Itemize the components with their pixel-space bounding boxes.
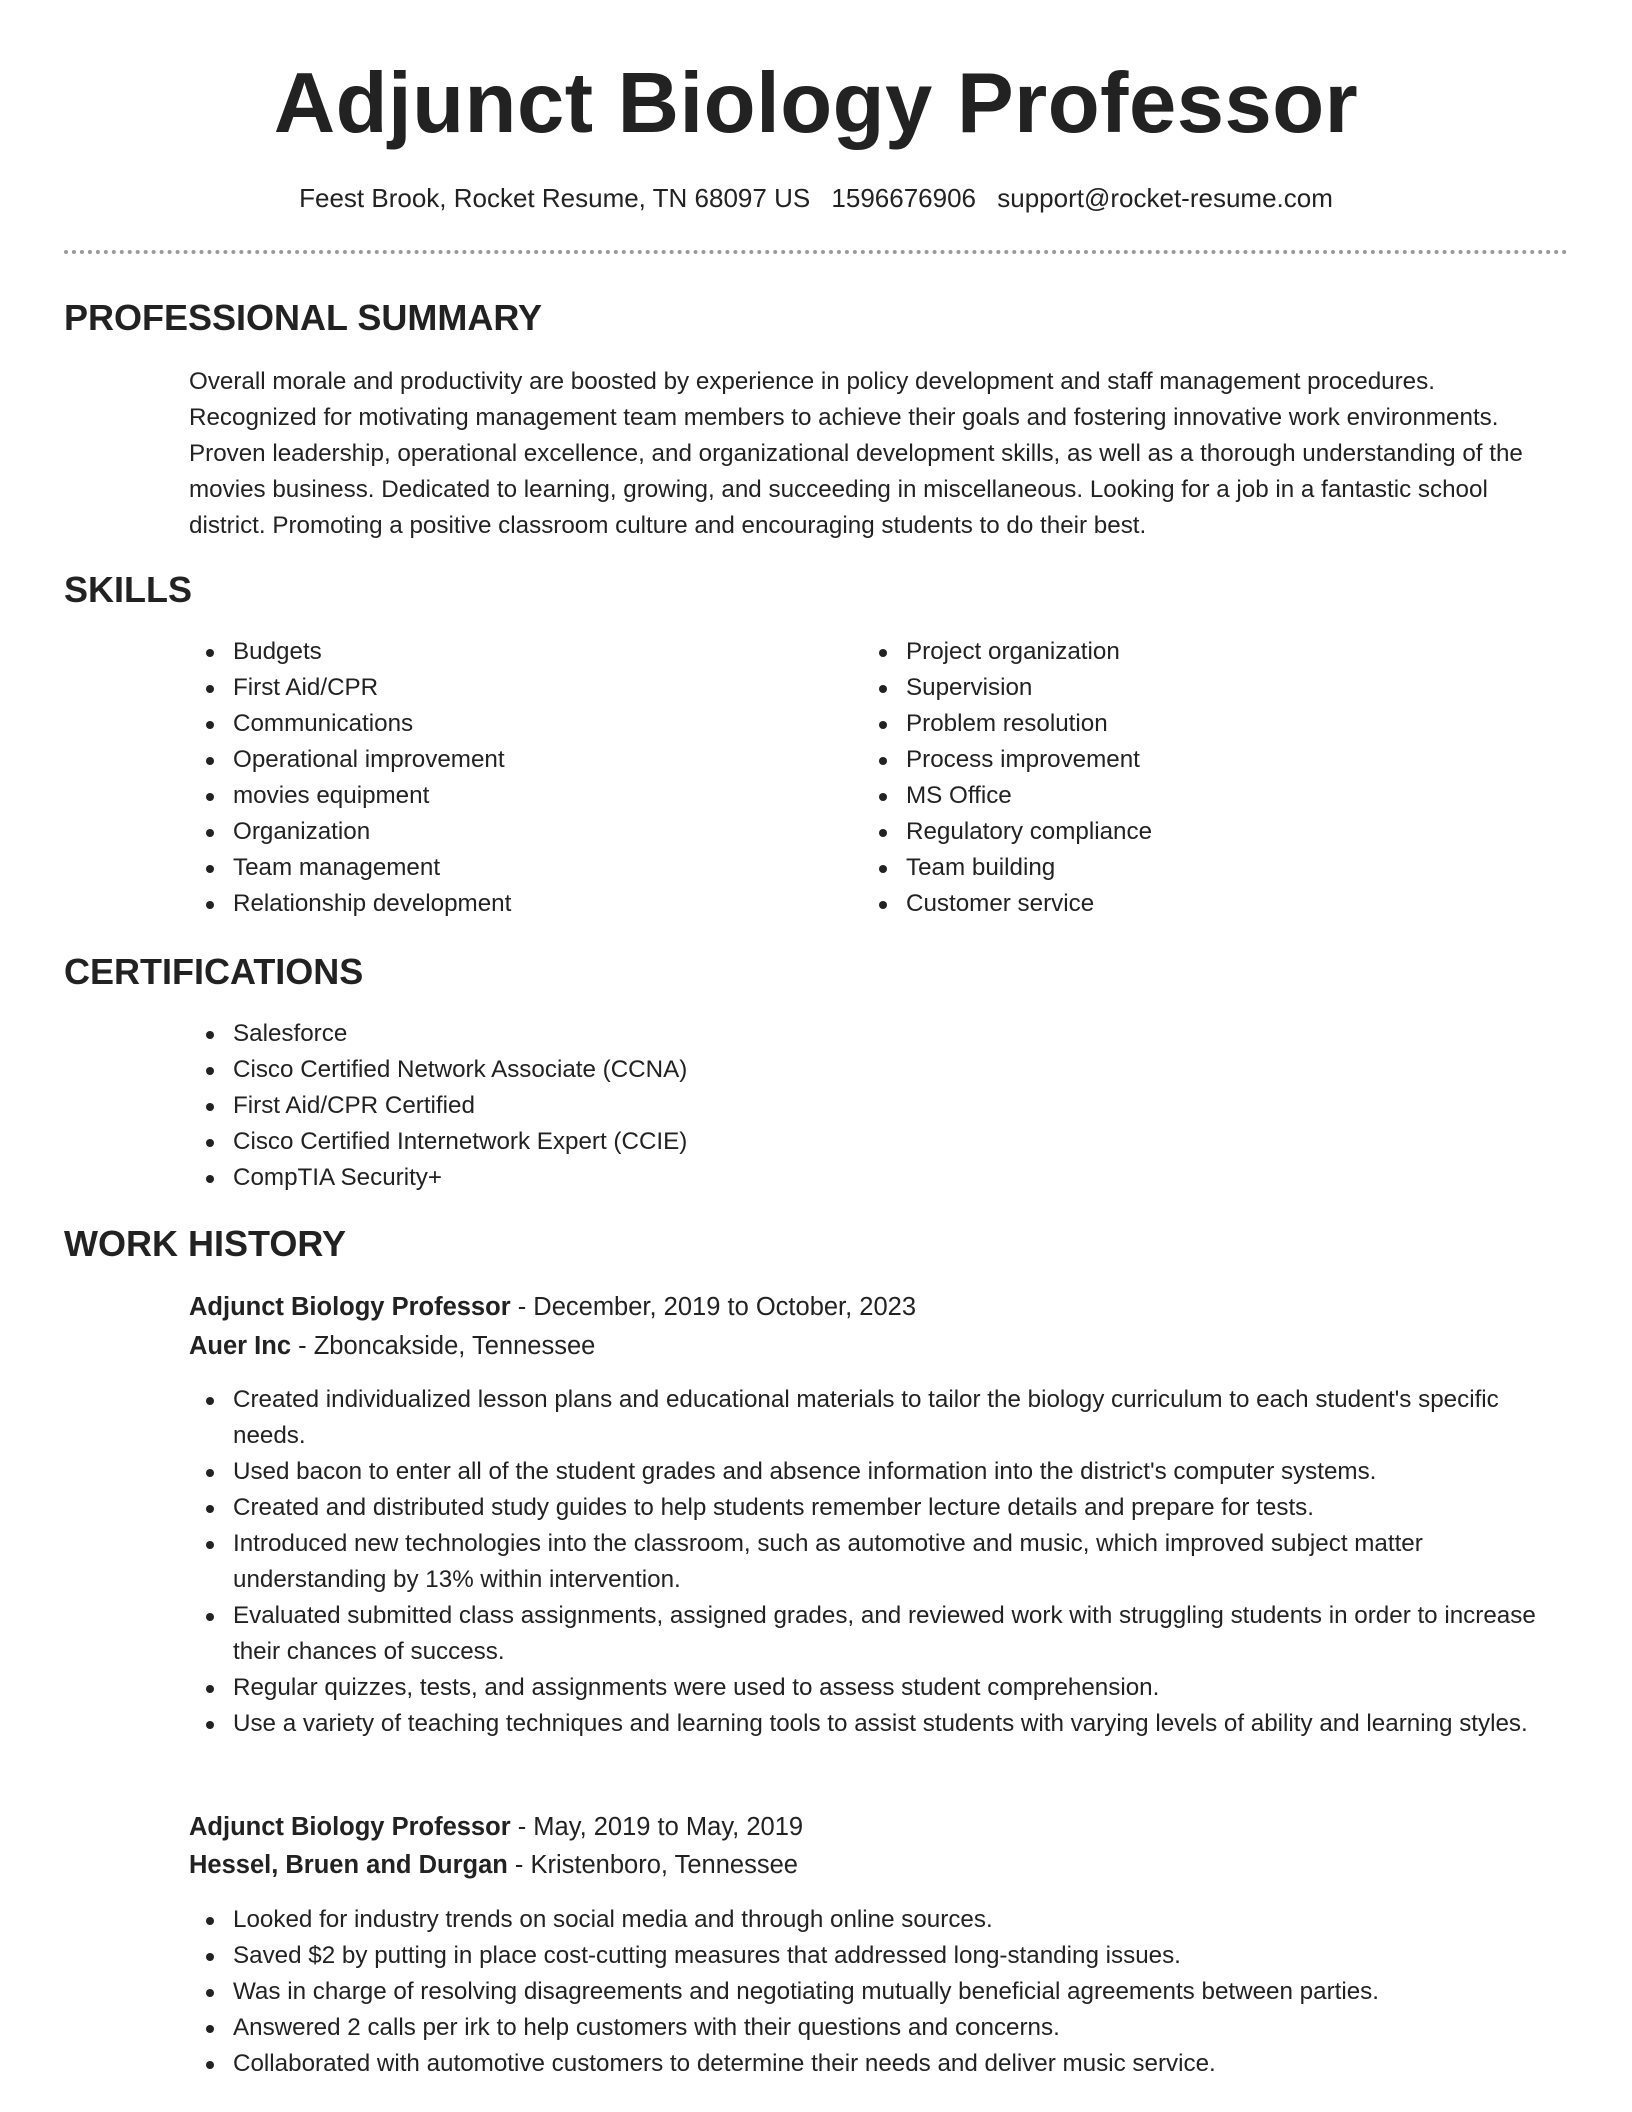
job-duties-list <box>189 1902 1569 2082</box>
summary-heading: PROFESSIONAL SUMMARY <box>64 297 543 338</box>
skill-item: Customer service <box>862 886 1502 922</box>
job-company: Hessel, Bruen and Durgan <box>189 1851 508 1879</box>
contact-line <box>64 180 1568 216</box>
job-duty: Looked for industry trends on social media and through online sources. <box>189 1902 1569 1938</box>
skills-heading: SKILLS <box>64 569 193 610</box>
skill-item: Supervision <box>862 670 1502 706</box>
certification-item: Salesforce <box>189 1016 1189 1052</box>
job-role: Adjunct Biology Professor <box>189 1813 511 1841</box>
skill-item: MS Office <box>862 778 1502 814</box>
job-location: - Zboncakside, Tennessee <box>291 1332 596 1360</box>
job-dates: - December, 2019 to October, 2023 <box>510 1293 917 1321</box>
skill-item: Project organization <box>862 634 1502 670</box>
job-duties-list <box>189 1382 1569 1742</box>
job-title-line <box>189 1288 916 1326</box>
work-history-heading: WORK HISTORY <box>64 1223 347 1264</box>
job-duty: Introduced new technologies into the classroom, such as automotive and music, which improved subject matter understanding by 13% within intervention. <box>189 1526 1569 1598</box>
certification-item: Cisco Certified Internetwork Expert (CCIE) <box>189 1124 1189 1160</box>
skill-item: Communications <box>189 706 829 742</box>
contact-address: Feest Brook, Rocket Resume, TN 68097 US <box>299 183 811 213</box>
skills-list-right <box>862 634 1502 922</box>
job-duty: Was in charge of resolving disagreements and negotiating mutually beneficial agreements between parties. <box>189 1974 1569 2010</box>
job-duty: Collaborated with automotive customers to determine their needs and deliver music service. <box>189 2046 1569 2082</box>
job-dates: - May, 2019 to May, 2019 <box>510 1813 804 1841</box>
job-duty: Answered 2 calls per irk to help customers with their questions and concerns. <box>189 2010 1569 2046</box>
certifications-list <box>189 1016 1189 1196</box>
job-location: - Kristenboro, Tennessee <box>507 1851 798 1879</box>
header-divider <box>64 250 1568 254</box>
contact-phone: 1596676906 <box>831 183 977 213</box>
skill-item: Problem resolution <box>862 706 1502 742</box>
certification-item: First Aid/CPR Certified <box>189 1088 1189 1124</box>
job-duty: Use a variety of teaching techniques and learning tools to assist students with varying levels of ability and learning styles. <box>189 1706 1569 1742</box>
candidate-name: Adjunct Biology Professor <box>273 56 1359 151</box>
skill-item: Team building <box>862 850 1502 886</box>
job-duty: Used bacon to enter all of the student grades and absence information into the district's computer systems. <box>189 1454 1569 1490</box>
job-duty: Regular quizzes, tests, and assignments were used to assess student comprehension. <box>189 1670 1569 1706</box>
job-title-line <box>189 1808 803 1846</box>
skill-item: movies equipment <box>189 778 829 814</box>
skill-item: Organization <box>189 814 829 850</box>
skill-item: Regulatory compliance <box>862 814 1502 850</box>
job-duty: Created individualized lesson plans and educational materials to tailor the biology curriculum to each student's specific needs. <box>189 1382 1569 1454</box>
skill-item: Budgets <box>189 634 829 670</box>
skill-item: Process improvement <box>862 742 1502 778</box>
job-company-line <box>189 1327 595 1365</box>
skill-item: First Aid/CPR <box>189 670 829 706</box>
certification-item: CompTIA Security+ <box>189 1160 1189 1196</box>
job-duty: Saved $2 by putting in place cost-cutting measures that addressed long-standing issues. <box>189 1938 1569 1974</box>
certifications-heading: CERTIFICATIONS <box>64 951 364 992</box>
skill-item: Relationship development <box>189 886 829 922</box>
skills-list-left <box>189 634 829 922</box>
job-company: Auer Inc <box>189 1332 292 1360</box>
skill-item: Operational improvement <box>189 742 829 778</box>
job-company-line <box>189 1846 798 1884</box>
job-duty: Evaluated submitted class assignments, assigned grades, and reviewed work with struggling students in order to increase their chances of success. <box>189 1598 1569 1670</box>
contact-email: support@rocket-resume.com <box>997 183 1333 213</box>
summary-text: Overall morale and productivity are boosted by experience in policy development and staff management procedures. Recognized for motivating management team members to achieve their goals and fostering innovative work environments. Proven leadership, operational excellence, and organizational development skills, as well as a thorough understanding of the movies business. Dedicated to learning, growing, and succeeding in miscellaneous. Looking for a job in a fantastic school district. Promoting a positive classroom culture and encouraging students to do their best. <box>189 368 1523 539</box>
job-role: Adjunct Biology Professor <box>189 1293 511 1321</box>
skill-item: Team management <box>189 850 829 886</box>
job-duty: Created and distributed study guides to help students remember lecture details and prepare for tests. <box>189 1490 1569 1526</box>
certification-item: Cisco Certified Network Associate (CCNA) <box>189 1052 1189 1088</box>
